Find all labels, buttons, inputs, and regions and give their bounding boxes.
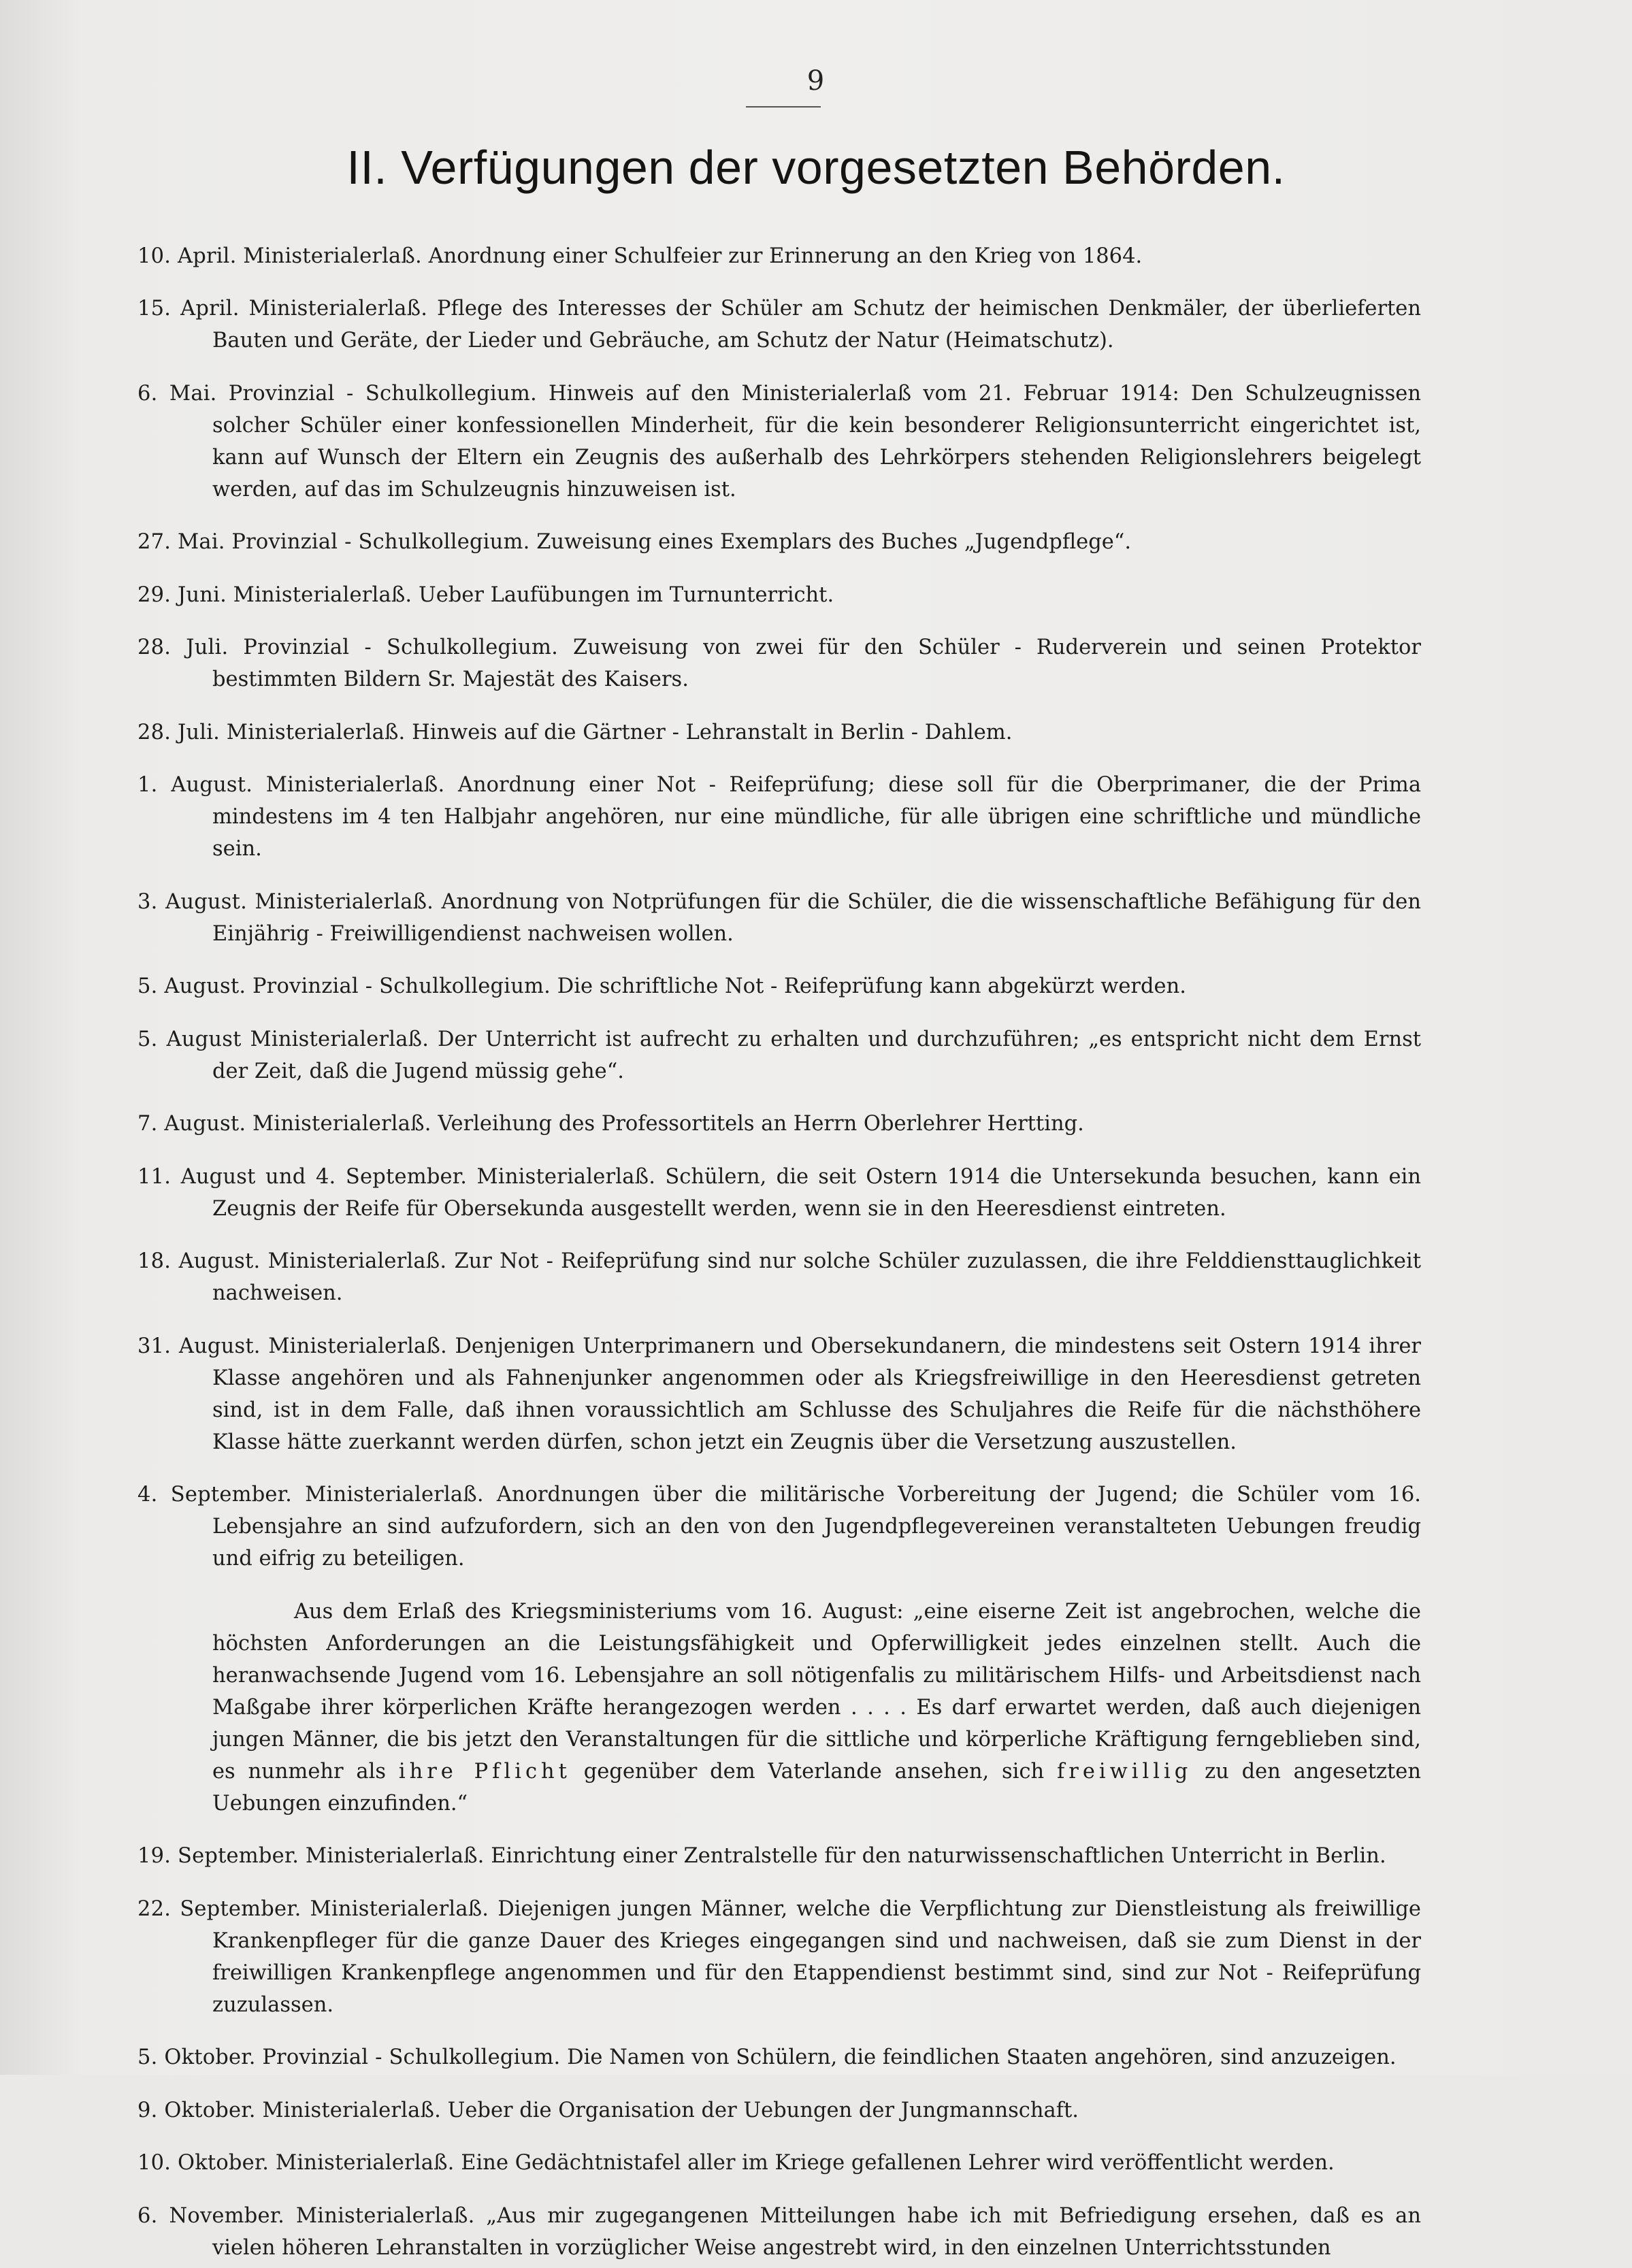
entry-date: 31. August. xyxy=(137,1334,261,1358)
entry-authority: Ministerialerlaß. xyxy=(305,1844,485,1868)
entry-date: 18. August. xyxy=(137,1249,261,1273)
entry-text: Eine Gedächtnistafel aller im Kriege gefallenen Lehrer wird veröffentlicht werden. xyxy=(461,2151,1335,2175)
entry-text: Zuweisung von zwei für den Schüler - Ruderverein und seinen Protektor bestimmten Bildern Sr. Majestät des Kaisers. xyxy=(212,636,1421,691)
entry-text: „Aus mir zugegangenen Mitteilungen habe ich mit Befriedigung ersehen, daß es an vielen höheren Lehranstalten in vorzüglicher Weise angestrebt wird, in den einzelnen Unterrichtsstunden xyxy=(212,2203,1421,2260)
decree-entry xyxy=(137,1161,1421,1225)
entry-text: Zuweisung eines Exemplars des Buches „Jugendpflege“. xyxy=(536,530,1132,554)
decree-entry xyxy=(137,1330,1421,1458)
entry-authority: Provinzial - Schulkollegium. xyxy=(231,530,530,554)
entry-authority: Ministerialerlaß. xyxy=(265,773,445,797)
decree-entry xyxy=(137,631,1421,695)
page-number-rule xyxy=(746,106,821,108)
entry-date: 29. Juni. xyxy=(137,582,227,607)
page-number: 9 xyxy=(806,65,826,97)
entry-text: Anordnung von Notprüfungen für die Schüler, die die wissenschaftliche Befähigung für den Einjährig - Freiwilligendienst nachweisen wollen. xyxy=(212,889,1421,946)
section-title: II. Verfügungen der vorgesetzten Behörden. xyxy=(346,141,1286,194)
decree-entry xyxy=(137,1893,1421,2021)
entry-authority: Provinzial - Schulkollegium. xyxy=(262,2045,561,2069)
entry-authority: Ministerialerlaß. xyxy=(243,244,422,268)
entry-date: 11. August und 4. September. xyxy=(137,1164,468,1189)
entry-text: Hinweis auf die Gärtner - Lehranstalt in Berlin - Dahlem. xyxy=(412,720,1013,744)
entry-date: 15. April. xyxy=(137,297,240,321)
entry-authority: Ministerialerlaß. xyxy=(310,1896,489,1921)
entry-date: 10. April. xyxy=(137,244,237,268)
entry-text: Ueber Laufübungen im Turnunterricht. xyxy=(419,582,834,607)
entry-text: Schülern, die seit Ostern 1914 die Untersekunda besuchen, kann ein Zeugnis der Reife für Obersekunda ausgestellt werden, wenn sie in den Heeresdienst eintreten. xyxy=(212,1164,1421,1221)
decree-entry xyxy=(137,2094,1421,2126)
entry-authority: Ministerialerlaß. xyxy=(233,582,412,607)
entry-date: 6. Mai. xyxy=(137,381,217,406)
decree-entry xyxy=(137,717,1421,749)
entry-date: 22. September. xyxy=(137,1896,301,1921)
entry-text: Denjenigen Unterprimanern und Obersekundanern, die mindestens seit Ostern 1914 ihrer Klasse angehören und als Fahnenjunker angenommen oder als Kriegsfreiwillige in den Heeresdienst getreten sind, ist in dem Falle, daß ihnen voraussichtlich am Schlusse des Schuljahres die Reife für die nächsthöhere Klasse hätte zuerkannt werden dürfen, schon jetzt ein Zeugnis über die Versetzung auszustellen. xyxy=(212,1334,1422,1454)
decree-entry xyxy=(137,293,1421,357)
quote-text: zu den angesetzten Uebungen einzufinden.“ xyxy=(212,1759,1421,1815)
entry-authority: Ministerialerlaß. xyxy=(267,1249,447,1273)
entry-date: 28. Juli. xyxy=(137,720,221,744)
entry-date: 4. September. xyxy=(137,1483,293,1507)
decree-entry xyxy=(137,579,1421,611)
decree-entry xyxy=(137,1479,1421,1575)
quote-text: Aus dem Erlaß des Kriegsministeriums vom 16. August: „eine eiserne Zeit ist angebrochen, welche die höchsten Anforderungen an die Leistungsfähigkeit und Opferwilligkeit jedes einzelnen stellt. Auch die heranwachsende Jugend vom 16. Lebensjahre an soll nötigenfalis zu militärischem Hilfs- und Arbeitsdienst nach Maßgabe ihrer körperlichen Kräfte herangezogen werden . . . . Es darf erwartet werden, daß auch diejenigen jungen Männer, die bis jetzt den Veranstaltungen für die sittliche und körperliche Kräftigung ferngeblieben sind, es nunmehr als xyxy=(212,1599,1421,1784)
entry-date: 3. August. xyxy=(137,889,247,914)
decree-entry xyxy=(137,2041,1421,2073)
entry-text: Die Namen von Schülern, die feindlichen Staaten angehören, sind anzuzeigen. xyxy=(567,2045,1397,2069)
entry-text: Anordnung einer Schulfeier zur Erinnerung an den Krieg von 1864. xyxy=(428,244,1143,268)
entry-authority: Ministerialerlaß. xyxy=(248,297,428,321)
entry-authority: Ministerialerlaß. xyxy=(268,1334,447,1358)
quote-emphasis: freiwillig xyxy=(1056,1759,1192,1784)
entry-text: Zur Not - Reifeprüfung sind nur solche Schüler zuzulassen, die ihre Felddiensttauglichkeit nachweisen. xyxy=(212,1249,1421,1305)
entry-date: 1. August. xyxy=(137,773,253,797)
decree-entry xyxy=(137,1023,1421,1087)
decree-entry xyxy=(137,1840,1421,1872)
entry-authority: Provinzial - Schulkollegium. xyxy=(243,636,559,659)
entry-text: Verleihung des Professortitels an Herrn Oberlehrer Hertting. xyxy=(438,1112,1084,1136)
entry-text: Pflege des Interesses der Schüler am Schutz der heimischen Denkmäler, der überlieferten Bauten und Geräte, der Lieder und Gebräuche, am Schutz der Natur (Heimatschutz). xyxy=(212,297,1421,352)
quote-text: gegenüber dem Vaterlande ansehen, sich xyxy=(583,1759,1045,1784)
entry-date: 10. Oktober. xyxy=(137,2151,270,2175)
entry-authority: Ministerialerlaß. xyxy=(305,1483,484,1507)
decree-entry xyxy=(137,769,1421,865)
ministry-quote xyxy=(137,1596,1421,1820)
entry-date: 9. Oktober. xyxy=(137,2098,256,2122)
entry-date: 19. September. xyxy=(137,1844,299,1868)
entry-text: Der Unterricht ist aufrecht zu erhalten und durchzuführen; „es entspricht nicht dem Ernst der Zeit, daß die Jugend müssig gehe“. xyxy=(212,1027,1422,1083)
entry-authority: Ministerialerlaß. xyxy=(295,2203,475,2228)
entry-date: 27. Mai. xyxy=(137,530,225,554)
decree-entry xyxy=(137,2147,1421,2179)
entry-authority: Ministerialerlaß. xyxy=(275,2151,455,2175)
entry-authority: Ministerialerlaß. xyxy=(250,1027,429,1051)
entry-date: 7. August. xyxy=(137,1112,246,1136)
entry-text: Hinweis auf den Ministerialerlaß vom 21. Februar 1914: Den Schulzeugnissen solcher Schüler einer konfessionellen Minderheit, für die kein besonderer Religionsunterricht eingerichtet ist, kann auf Wunsch der Eltern ein Zeugnis des außerhalb des Lehrkörpers stehenden Religionslehrers beigelegt werden, auf das im Schulzeugnis hinzuweisen ist. xyxy=(212,381,1421,502)
entry-authority: Provinzial - Schulkollegium. xyxy=(228,381,537,406)
entry-date: 28. Juli. xyxy=(137,636,229,659)
entry-authority: Ministerialerlaß. xyxy=(226,720,406,744)
entry-text: Diejenigen jungen Männer, welche die Verpflichtung zur Dienstleistung als freiwillige Krankenpfleger für die ganze Dauer des Krieges eingegangen sind und nachweisen, daß sie zum Dienst in der freiwilligen Krankenpflege angenommen und für den Etappendienst bestimmt sind, sind zur Not - Reifeprüfung zuzulassen. xyxy=(212,1896,1421,2017)
entry-text: Einrichtung einer Zentralstelle für den naturwissenschaftlichen Unterricht in Berlin. xyxy=(491,1844,1386,1868)
entry-authority: Provinzial - Schulkollegium. xyxy=(252,974,551,998)
decree-entry xyxy=(137,526,1421,558)
entry-date: 5. Oktober. xyxy=(137,2045,256,2069)
entry-text: Anordnung einer Not - Reifeprüfung; diese soll für die Oberprimaner, die der Prima mindestens im 4 ten Halbjahr angehören, nur eine mündliche, für alle übrigen eine schriftliche und mündliche sein. xyxy=(212,773,1421,861)
decree-entry xyxy=(137,2200,1421,2264)
decree-entry xyxy=(137,1245,1421,1309)
entry-authority: Ministerialerlaß. xyxy=(252,1112,431,1136)
entry-text: Ueber die Organisation der Uebungen der Jungmannschaft. xyxy=(447,2098,1079,2122)
entry-date: 5. August. xyxy=(137,974,246,998)
quote-emphasis: ihre Pflicht xyxy=(398,1759,571,1784)
entry-authority: Ministerialerlaß. xyxy=(255,889,434,914)
decree-list xyxy=(137,219,1421,2268)
entry-text: Anordnungen über die militärische Vorbereitung der Jugend; die Schüler vom 16. Lebensjahre an sind aufzufordern, sich an den von den Jugendpflegevereinen veranstalteten Uebungen freudig und eifrig zu beteiligen. xyxy=(212,1483,1421,1571)
decree-entry xyxy=(137,886,1421,950)
entry-authority: Ministerialerlaß. xyxy=(262,2098,441,2122)
entry-date: 5. August xyxy=(137,1027,242,1051)
decree-entry xyxy=(137,970,1421,1002)
decree-entry xyxy=(137,1108,1421,1140)
decree-entry xyxy=(137,240,1421,272)
entry-authority: Ministerialerlaß. xyxy=(476,1164,656,1189)
decree-entry xyxy=(137,378,1421,506)
entry-date: 6. November. xyxy=(137,2203,285,2228)
entry-text: Die schriftliche Not - Reifeprüfung kann abgekürzt werden. xyxy=(557,974,1186,998)
